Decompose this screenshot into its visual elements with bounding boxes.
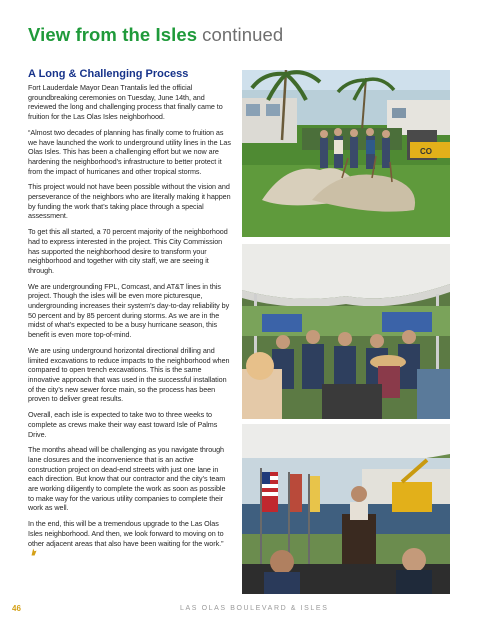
article-paragraph-6: We are using underground horizontal directional drilling and limited excavations to reduce impacts to the neighborhood when compared to open trench excavations. This is the same innovative approach that was used in the successful installation of the city’s new sewer force main, so the process has been proven to deliver great results.	[28, 345, 230, 404]
article-paragraph-5: We are undergrounding FPL, Comcast, and AT&T lines in this project. Though the isles will be even more picturesque, undergrounding increases their system’s day-to-day reliability by 50 percent and by 85 percent during storms. As we are in the midst of what’s expected to be a busy hurricane season, this benefit is even more top-of-mind.	[28, 281, 230, 340]
photo-groundbreaking	[242, 70, 450, 237]
article-paragraph-7: Overall, each isle is expected to take two to three weeks to complete as crews make their way east toward Isle of Palms Drive.	[28, 410, 218, 439]
photo-tent-audience	[242, 244, 450, 419]
article-paragraph-8: The months ahead will be challenging as you navigate through lane closures and the inconvenience that is an active construction project on dead-end streets with just one lane in each direction. But know that our contractor and the city’s team are working diligently to complete the work as soon as possible to make way for the various utility companies to complete their work as well.	[28, 445, 226, 513]
article-paragraph-4: To get this all started, a 70 percent majority of the neighborhood had to express interested in the project. This City Commission has supported the neighborhood desire to transform your neighborhood and together with city staff, we are seeing it through.	[28, 227, 228, 275]
page-title-continued: continued	[202, 24, 284, 45]
photo-podium-speaker	[242, 424, 450, 594]
article-paragraph-1: Fort Lauderdale Mayor Dean Trantalis led the official groundbreaking ceremonies on Tuesday, June 14th, and reviewed the long and challenging process that finally came to fruition for the Las Olas Isles neighborhood.	[28, 83, 223, 122]
svg-text:CO: CO	[420, 147, 432, 156]
publication-name: LAS OLAS BOULEVARD & ISLES	[180, 605, 329, 612]
article-paragraph-9	[28, 519, 232, 558]
page-title	[28, 24, 283, 46]
article-paragraph-9-text: In the end, this will be a tremendous upgrade to the Las Olas Isles neighborhood. And then, we look forward to moving on to other adjacent areas that also have been waiting for the work.”	[28, 519, 224, 548]
article-paragraph-3: This project would not have been possible without the vision and perseverance of the neighbors who are literally making it happen by funding the work that’s taking place through a special assessment.	[28, 182, 231, 221]
article-paragraph-2: “Almost two decades of planning has finally come to fruition as we have launched the work to underground utility lines in the Las Olas Isles. This has been a challenging effort but we now are hardening the neighborhood’s infrastructure to better protect it from the impact of hurricanes and other tropical storms.	[28, 127, 231, 176]
end-mark-icon	[31, 548, 37, 556]
article-column	[28, 68, 232, 564]
page-title-main: View from the Isles	[28, 24, 198, 45]
page-number: 46	[12, 604, 21, 613]
section-heading: A Long & Challenging Process	[28, 68, 189, 80]
